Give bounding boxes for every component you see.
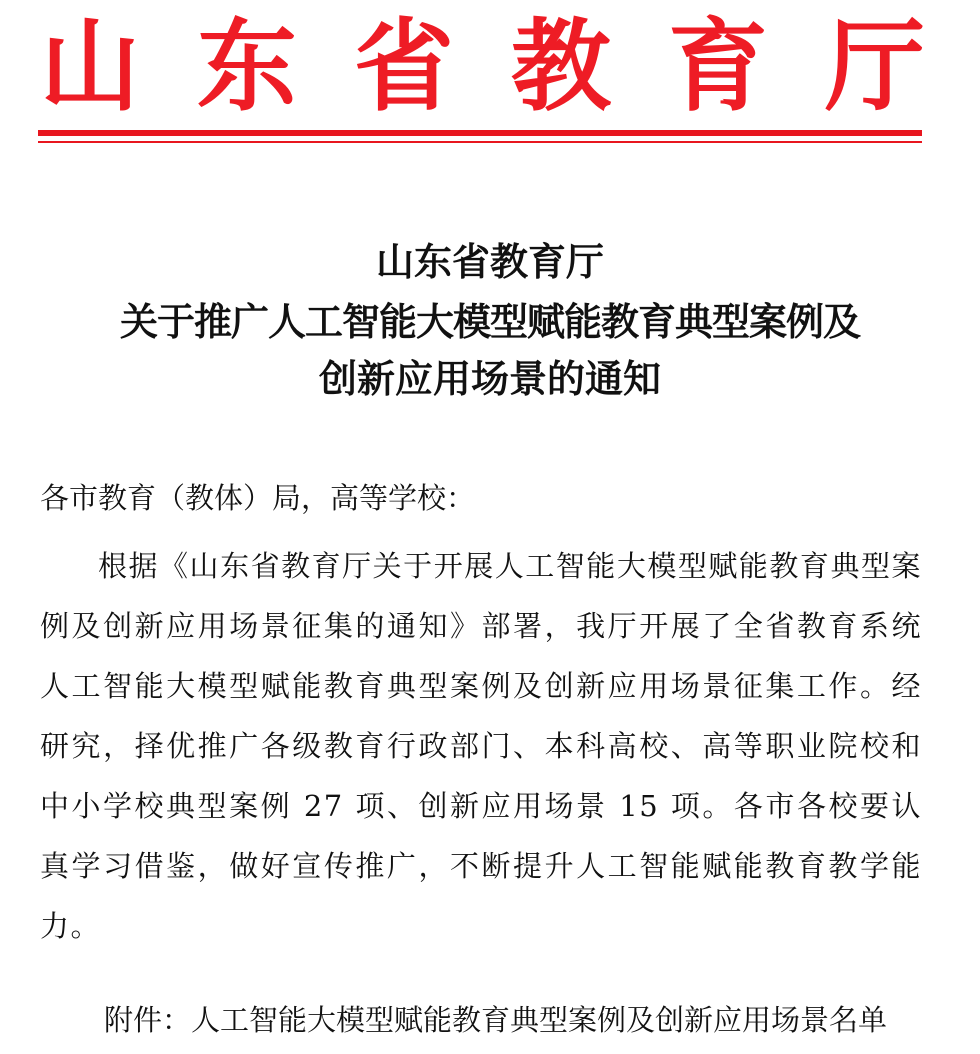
masthead-title — [40, 6, 925, 126]
attachment-note: 附件：人工智能大模型赋能教育典型案例及创新应用场景名单 — [104, 1003, 888, 1037]
masthead-char: 厅 — [825, 7, 925, 125]
masthead-char: 省 — [354, 7, 454, 125]
notice-title-line: 关于推广人工智能大模型赋能教育典型案例及 — [119, 299, 860, 344]
masthead-char: 东 — [197, 7, 297, 125]
notice-title-line: 创新应用场景的通知 — [318, 356, 661, 401]
masthead-divider-thick — [38, 130, 922, 136]
masthead-char: 山 — [40, 7, 140, 125]
salutation: 各市教育（教体）局，高等学校： — [40, 481, 476, 515]
masthead-char: 教 — [511, 7, 611, 125]
masthead-char: 育 — [668, 7, 768, 125]
masthead-divider-thin — [38, 141, 922, 143]
notice-title-issuer: 山东省教育厅 — [375, 239, 604, 284]
body-paragraph: 根据《山东省教育厅关于开展人工智能大模型赋能教育典型案例及创新应用场景征集的通知》部署，我厅开展了全省教育系统人工智能大模型赋能教育典型案例及创新应用场景征集工作。经研究，择优推广各级教育行政部门、本科高校、高等职业院校和中小学校典型案例 27 项、创新应用场景 15 项。各市各校要认真学习借鉴，做好宣传推广，不断提升人工智能赋能教育教学能力。 — [40, 549, 922, 943]
